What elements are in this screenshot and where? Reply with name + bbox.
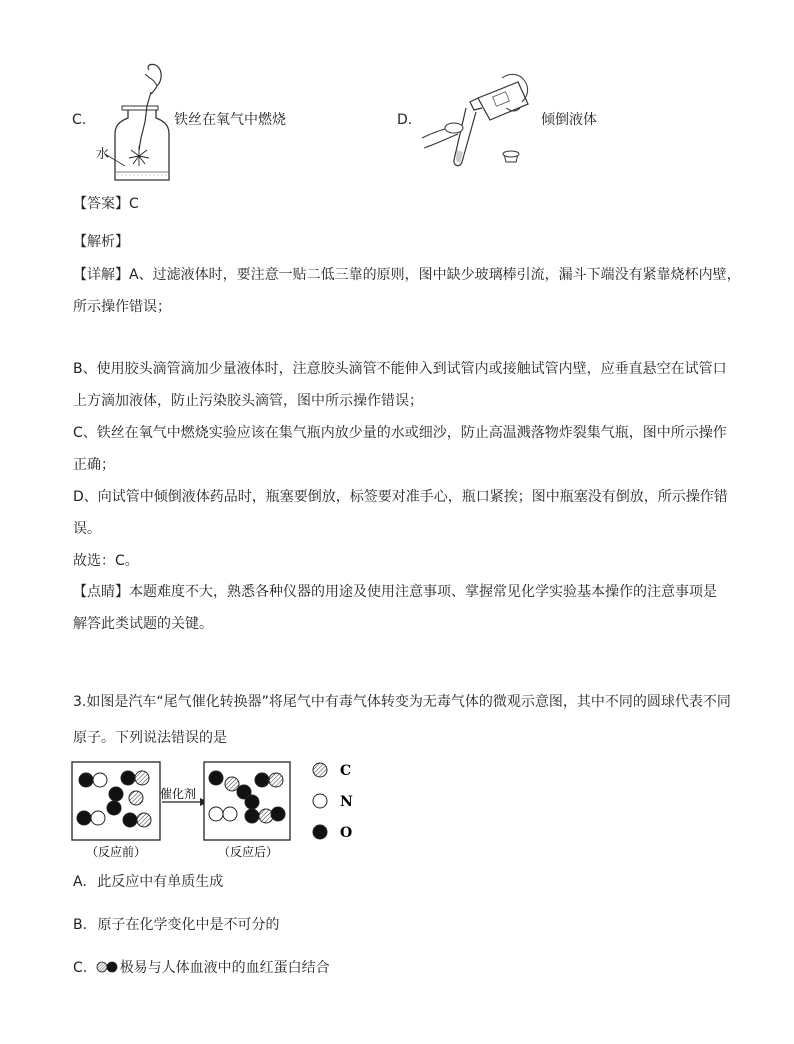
- legend-c-label: C: [340, 763, 352, 779]
- question3-stem-line-1: 3.如图是汽车“尾气催化转换器”将尾气中有毒气体转变为无毒气体的微观示意图，其中不同的圆球代表不同: [73, 694, 731, 710]
- legend-o-marker: [313, 825, 327, 839]
- q3-option-b-text: 原子在化学变化中是不可分的: [97, 917, 280, 933]
- q3-option-c-text: 极易与人体血液中的血红蛋白结合: [119, 960, 330, 976]
- q3-option-a-text: 此反应中有单质生成: [97, 874, 224, 890]
- analysis-b-line-1: B、使用胶头滴管滴加少量液体时，注意胶头滴管不能伸入到试管内或接触试管内壁，应垂直悬空在试管口: [73, 361, 727, 377]
- q3-option-b-letter: B.: [73, 917, 88, 933]
- comment-line-1: 【点睛】本题难度不大，熟悉各种仪器的用途及使用注意事项、掌握常见化学实验基本操作的注意事项是: [73, 584, 717, 600]
- after-caption: （反应后）: [218, 845, 279, 859]
- legend-n-marker: [313, 794, 327, 808]
- option-c-text: 铁丝在氧气中燃烧: [174, 112, 286, 128]
- detail-line-2: 所示操作错误；: [73, 299, 171, 315]
- co-molecule-icon: [96, 961, 120, 973]
- q3-option-c: [73, 958, 330, 978]
- legend-n-label: N: [340, 794, 353, 810]
- answer-line: 【答案】C: [73, 196, 139, 212]
- final-choice: 故选：C。: [73, 553, 139, 569]
- q3-option-b: [73, 915, 280, 935]
- iron-wire-burning-illustration: [95, 62, 175, 190]
- analysis-b-line-2: 上方滴加液体，防止污染胶头滴管，图中所示操作错误；: [73, 393, 423, 409]
- analysis-c-line-2: 正确；: [73, 457, 115, 473]
- pouring-liquid-illustration: [420, 68, 532, 172]
- water-label: 水: [96, 147, 110, 162]
- legend-c-marker: [313, 763, 327, 777]
- before-caption: （反应前）: [86, 845, 147, 859]
- q3-option-c-letter: C.: [73, 960, 88, 976]
- q3-option-a-letter: A.: [73, 874, 87, 890]
- analysis-d-line-2: 误。: [73, 521, 101, 537]
- analysis-d-line-1: D、向试管中倾倒液体药品时，瓶塞要倒放，标签要对准手心，瓶口紧挨；图中瓶塞没有倒放，所示操作错: [73, 489, 728, 505]
- option-d-letter: D.: [397, 112, 413, 128]
- catalytic-converter-diagram: [70, 758, 370, 862]
- catalyst-label: 催化剂: [160, 787, 197, 801]
- q3-option-a: [73, 872, 223, 892]
- analysis-c-line-1: C、铁丝在氧气中燃烧实验应该在集气瓶内放少量的水或细沙，防止高温溅落物炸裂集气瓶，图中所示操作: [73, 425, 727, 441]
- option-c-letter: C.: [72, 112, 87, 128]
- legend-o-label: O: [340, 825, 353, 841]
- option-d-text: 倾倒液体: [541, 112, 597, 128]
- detail-line-1: 【详解】A、过滤液体时，要注意一贴二低三靠的原则，图中缺少玻璃棒引流，漏斗下端没有紧靠烧杯内壁，: [73, 267, 741, 283]
- analysis-heading: 【解析】: [73, 234, 129, 250]
- question3-stem-line-2: 原子。下列说法错误的是: [73, 730, 227, 746]
- comment-line-2: 解答此类试题的关键。: [73, 616, 213, 632]
